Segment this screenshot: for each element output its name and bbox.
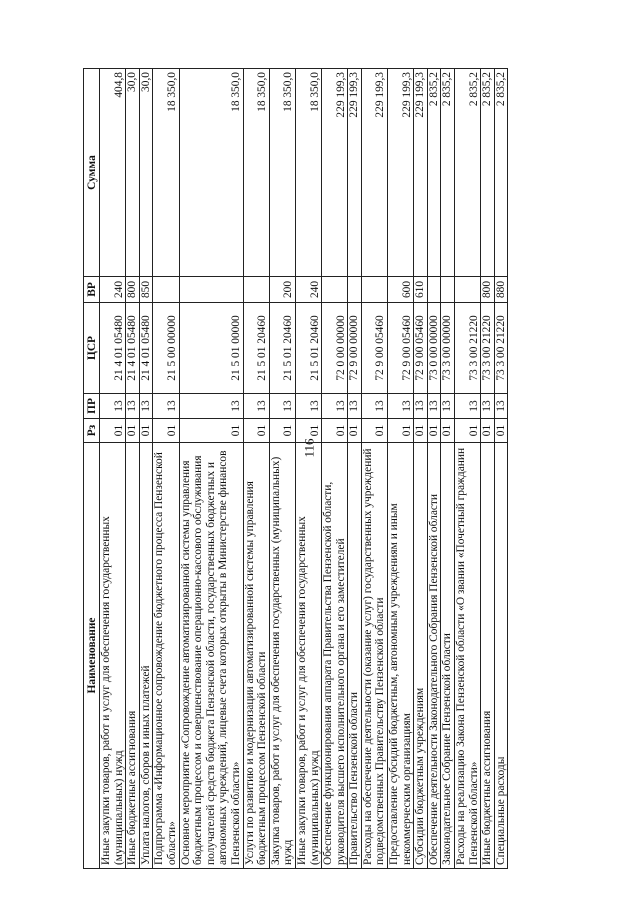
cell-pr: 13 bbox=[139, 394, 153, 419]
cell-rz: 01 bbox=[139, 419, 153, 443]
cell-rz: 01 bbox=[427, 419, 441, 443]
cell-pr: 13 bbox=[100, 394, 126, 419]
header-name: Наименование bbox=[84, 443, 100, 869]
cell-csr: 72 9 00 00000 bbox=[348, 303, 362, 394]
table-row bbox=[441, 69, 455, 869]
cell-vr: 600 bbox=[388, 277, 414, 303]
cell-sum: 2 835,2 bbox=[455, 69, 481, 277]
cell-name: Обеспечение функционирования аппарата Правительства Пензенской области, руководителя высшего исполнительного органа и его заместителей bbox=[322, 443, 348, 869]
cell-name: Закупка товаров, работ и услуг для обеспечения государственных (муниципальных) нужд bbox=[269, 443, 295, 869]
cell-pr: 13 bbox=[427, 394, 441, 419]
cell-vr bbox=[455, 277, 481, 303]
cell-rz: 01 bbox=[100, 419, 126, 443]
cell-csr: 72 0 00 00000 bbox=[322, 303, 348, 394]
cell-rz: 01 bbox=[361, 419, 387, 443]
cell-rz: 01 bbox=[153, 419, 179, 443]
cell-name: Правительство Пензенской области bbox=[348, 443, 362, 869]
cell-name: Подпрограмма «Информационное сопровождение бюджетного процесса Пензенской области» bbox=[153, 443, 179, 869]
table-row bbox=[126, 69, 140, 869]
cell-pr: 13 bbox=[243, 394, 269, 419]
cell-csr: 73 3 00 21220 bbox=[494, 303, 508, 394]
header-rz: Рз bbox=[84, 419, 100, 443]
cell-csr: 73 3 00 21220 bbox=[481, 303, 495, 394]
cell-sum: 30,0 bbox=[126, 69, 140, 277]
cell-rz: 01 bbox=[295, 419, 321, 443]
cell-rz: 01 bbox=[243, 419, 269, 443]
cell-name: Уплата налогов, сборов и иных платежей bbox=[139, 443, 153, 869]
cell-name: Специальные расходы bbox=[494, 443, 508, 869]
cell-sum: 229 199,3 bbox=[414, 69, 428, 277]
table-row bbox=[494, 69, 508, 869]
cell-vr: 240 bbox=[100, 277, 126, 303]
cell-vr bbox=[322, 277, 348, 303]
rotated-table-container bbox=[83, 69, 575, 869]
table-row bbox=[139, 69, 153, 869]
cell-vr bbox=[153, 277, 179, 303]
table-row bbox=[243, 69, 269, 869]
cell-name: Услуги по развитию и модернизации автоматизированной системы управления бюджетным процессом Пензенской области bbox=[243, 443, 269, 869]
cell-pr: 13 bbox=[441, 394, 455, 419]
cell-sum: 229 199,3 bbox=[388, 69, 414, 277]
cell-rz: 01 bbox=[441, 419, 455, 443]
cell-sum: 18 350,0 bbox=[243, 69, 269, 277]
cell-csr: 21 5 01 00000 bbox=[179, 303, 243, 394]
cell-sum: 404,8 bbox=[100, 69, 126, 277]
cell-sum: 2 835,2 bbox=[494, 69, 508, 277]
cell-rz: 01 bbox=[481, 419, 495, 443]
cell-rz: 01 bbox=[388, 419, 414, 443]
cell-csr: 21 5 01 20460 bbox=[243, 303, 269, 394]
page-number: 116 bbox=[301, 438, 317, 458]
cell-sum: 2 835,2 bbox=[441, 69, 455, 277]
cell-csr: 73 3 00 00000 bbox=[441, 303, 455, 394]
cell-name: Иные бюджетные ассигнования bbox=[126, 443, 140, 869]
cell-pr: 13 bbox=[179, 394, 243, 419]
budget-table bbox=[83, 68, 508, 869]
table-row bbox=[348, 69, 362, 869]
cell-sum: 2 835,2 bbox=[427, 69, 441, 277]
cell-csr: 72 9 00 05460 bbox=[414, 303, 428, 394]
cell-name: Субсидии бюджетным учреждениям bbox=[414, 443, 428, 869]
table-row bbox=[481, 69, 495, 869]
cell-pr: 13 bbox=[455, 394, 481, 419]
cell-csr: 21 5 00 00000 bbox=[153, 303, 179, 394]
cell-name: Расходы на реализацию Закона Пензенской области «О звании «Почетный гражданин Пензенской области» bbox=[455, 443, 481, 869]
cell-pr: 13 bbox=[295, 394, 321, 419]
cell-csr: 72 9 00 05460 bbox=[388, 303, 414, 394]
cell-name: Иные бюджетные ассигнования bbox=[481, 443, 495, 869]
cell-sum: 18 350,0 bbox=[269, 69, 295, 277]
cell-vr bbox=[441, 277, 455, 303]
cell-pr: 13 bbox=[494, 394, 508, 419]
cell-csr: 73 0 00 00000 bbox=[427, 303, 441, 394]
cell-name: Расходы на обеспечение деятельности (оказание услуг) государственных учреждений подведомственных Правительству Пензенской области bbox=[361, 443, 387, 869]
cell-rz: 01 bbox=[414, 419, 428, 443]
cell-sum: 229 199,3 bbox=[322, 69, 348, 277]
cell-vr bbox=[179, 277, 243, 303]
table-row bbox=[322, 69, 348, 869]
cell-vr: 800 bbox=[481, 277, 495, 303]
cell-pr: 13 bbox=[361, 394, 387, 419]
table-body bbox=[100, 69, 508, 869]
cell-name: Законодательное Собрание Пензенской области bbox=[441, 443, 455, 869]
table-row bbox=[100, 69, 126, 869]
cell-csr: 72 9 00 05460 bbox=[361, 303, 387, 394]
cell-csr: 73 3 00 21220 bbox=[455, 303, 481, 394]
table-row bbox=[179, 69, 243, 869]
cell-sum: 18 350,0 bbox=[295, 69, 321, 277]
cell-vr: 200 bbox=[269, 277, 295, 303]
cell-sum: 30,0 bbox=[139, 69, 153, 277]
table-row bbox=[414, 69, 428, 869]
cell-name: Иные закупки товаров, работ и услуг для обеспечения государственных (муниципальных) нужд bbox=[295, 443, 321, 869]
header-sum: Сумма bbox=[84, 69, 100, 277]
cell-pr: 13 bbox=[126, 394, 140, 419]
cell-pr: 13 bbox=[481, 394, 495, 419]
cell-pr: 13 bbox=[269, 394, 295, 419]
cell-vr bbox=[348, 277, 362, 303]
cell-sum: 18 350,0 bbox=[179, 69, 243, 277]
cell-csr: 21 4 01 05480 bbox=[139, 303, 153, 394]
cell-vr: 880 bbox=[494, 277, 508, 303]
cell-name: Обеспечение деятельности Законодательного Собрания Пензенской области bbox=[427, 443, 441, 869]
cell-sum: 229 199,3 bbox=[361, 69, 387, 277]
cell-rz: 01 bbox=[348, 419, 362, 443]
cell-csr: 21 4 01 05480 bbox=[126, 303, 140, 394]
cell-vr bbox=[243, 277, 269, 303]
table-row bbox=[269, 69, 295, 869]
cell-rz: 01 bbox=[494, 419, 508, 443]
table-header-row bbox=[84, 69, 100, 869]
cell-rz: 01 bbox=[322, 419, 348, 443]
cell-sum: 18 350,0 bbox=[153, 69, 179, 277]
table-row bbox=[388, 69, 414, 869]
cell-vr: 240 bbox=[295, 277, 321, 303]
cell-pr: 13 bbox=[414, 394, 428, 419]
cell-vr: 800 bbox=[126, 277, 140, 303]
cell-vr bbox=[361, 277, 387, 303]
cell-pr: 13 bbox=[348, 394, 362, 419]
cell-pr: 13 bbox=[322, 394, 348, 419]
cell-rz: 01 bbox=[179, 419, 243, 443]
table-row bbox=[153, 69, 179, 869]
cell-vr bbox=[427, 277, 441, 303]
cell-csr: 21 5 01 20460 bbox=[269, 303, 295, 394]
header-vr: ВР bbox=[84, 277, 100, 303]
cell-name: Основное мероприятие «Сопровождение автоматизированной системы управления бюджетным процессом и совершенствование операционно-кассового обслуживания получателей средств бюджета Пензенской области, государственных бюджетных и автономных учреждений, лицевые счета которых открыты в Министерстве финансов Пензенской области» bbox=[179, 443, 243, 869]
cell-vr: 850 bbox=[139, 277, 153, 303]
cell-csr: 21 5 01 20460 bbox=[295, 303, 321, 394]
table-row bbox=[295, 69, 321, 869]
cell-vr: 610 bbox=[414, 277, 428, 303]
cell-rz: 01 bbox=[126, 419, 140, 443]
table-row bbox=[427, 69, 441, 869]
cell-pr: 13 bbox=[153, 394, 179, 419]
cell-rz: 01 bbox=[455, 419, 481, 443]
header-csr: ЦСР bbox=[84, 303, 100, 394]
table-row bbox=[455, 69, 481, 869]
cell-pr: 13 bbox=[388, 394, 414, 419]
cell-name: Иные закупки товаров, работ и услуг для обеспечения государственных (муниципальных) нужд bbox=[100, 443, 126, 869]
cell-csr: 21 4 01 05480 bbox=[100, 303, 126, 394]
cell-sum: 2 835,2 bbox=[481, 69, 495, 277]
table-row bbox=[361, 69, 387, 869]
header-pr: ПР bbox=[84, 394, 100, 419]
cell-name: Предоставление субсидий бюджетным, автономным учреждениям и иным некоммерческим организациям bbox=[388, 443, 414, 869]
cell-rz: 01 bbox=[269, 419, 295, 443]
cell-sum: 229 199,3 bbox=[348, 69, 362, 277]
